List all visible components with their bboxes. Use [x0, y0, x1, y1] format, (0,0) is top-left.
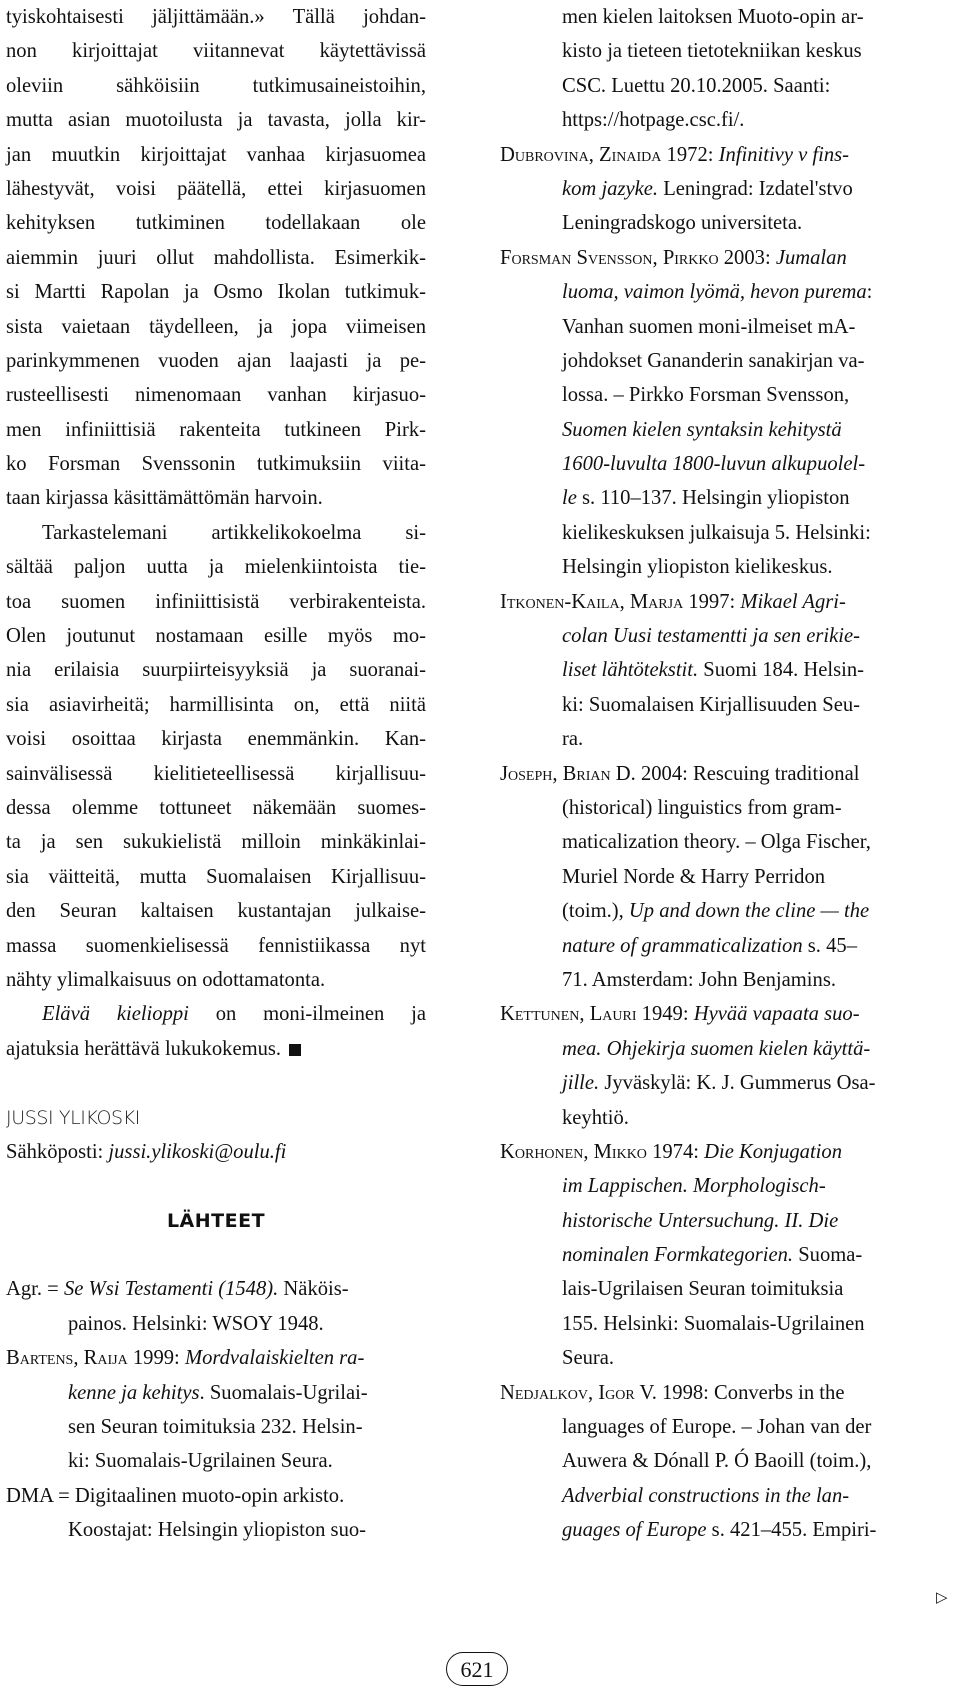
text-line: aiemmin juuri ollut mahdollista. Esimerkik-: [6, 246, 426, 269]
ref-year: 1997:: [683, 590, 741, 613]
text-fragment: on moni-ilmeinen ja: [188, 1003, 426, 1026]
ref-title: Die Konjugation: [704, 1140, 843, 1163]
text-line: si Martti Rapolan ja Osmo Ikolan tutkimuk-: [6, 281, 426, 304]
page-number: 621: [446, 1652, 508, 1686]
ref-line: [6, 1272, 426, 1306]
ref-author: Joseph, Brian: [500, 762, 611, 785]
ref-line: [500, 1513, 955, 1547]
ref-line: [500, 1135, 955, 1169]
ref-line: kielikeskuksen julkaisuja 5. Helsinki:: [562, 521, 871, 544]
ref-line: CSC. Luettu 20.10.2005. Saanti:: [562, 74, 831, 97]
ref-line: sen Seuran toimituksia 232. Helsin-: [68, 1416, 363, 1439]
ref-line: [500, 1376, 955, 1410]
ref-year: 1949:: [636, 1003, 694, 1026]
ref-line: Muriel Norde & Harry Perridon: [562, 865, 826, 888]
ref-line: [500, 997, 955, 1031]
reviewer-email-link[interactable]: jussi.ylikoski@oulu.fi: [108, 1140, 287, 1163]
ref-line: Helsingin yliopiston kielikeskus.: [562, 556, 833, 579]
text-fragment: ajatuksia herättävä lukukokemus.: [6, 1037, 282, 1060]
text-fragment: Suoma-: [793, 1244, 863, 1267]
ref-author: Nedjalkov, Igor: [500, 1381, 635, 1404]
ref-line: painos. Helsinki: WSOY 1948.: [68, 1312, 324, 1335]
ref-line: kisto ja tieteen tietotekniikan keskus: [562, 40, 862, 63]
text-line: ta ja sen sukukielistä milloin minkäkinlai-: [6, 831, 426, 854]
ref-title: nature of grammaticalization: [562, 934, 803, 957]
ref-line: lais-Ugrilaisen Seuran toimituksia: [562, 1278, 844, 1301]
text-line: taan kirjassa käsittämättömän harvoin.: [6, 487, 323, 510]
text-fragment: Leningrad: Izdatel'stvo: [658, 177, 853, 200]
ref-line: [500, 1204, 955, 1238]
ref-title: liset lähtötekstit.: [562, 659, 699, 682]
ref-line: keyhtiö.: [562, 1106, 629, 1129]
text-line: jan muutkin kirjoittajat vanhaa kirjasuomea: [6, 143, 426, 166]
ref-line: Koostajat: Helsingin yliopiston suo-: [68, 1519, 367, 1542]
text-line: sista vaietaan täydelleen, ja jopa viimeisen: [6, 315, 426, 338]
ref-title: Suomen kielen syntaksin kehitystä: [562, 418, 842, 441]
ref-line: 155. Helsinki: Suomalais-Ugrilainen: [562, 1312, 865, 1335]
text-fragment: Näköis-: [278, 1278, 349, 1301]
text-fragment: . Suomalais-Ugrilai-: [199, 1381, 368, 1404]
text-fragment: s. 110–137. Helsingin yliopiston: [576, 487, 850, 510]
continue-arrow-icon: ▷: [936, 1588, 948, 1606]
ref-line: [500, 929, 955, 963]
text-line: dessa olemme tottuneet näkemään suomes-: [6, 796, 426, 819]
ref-line: johdokset Gananderin sanakirjan va-: [562, 349, 865, 372]
ref-author: Korhonen, Mikko: [500, 1140, 647, 1163]
ref-line: Auwera & Dónall P. Ó Baoill (toim.),: [562, 1450, 872, 1473]
ref-line: ki: Suomalaisen Kirjallisuuden Seu-: [562, 693, 860, 716]
ref-year: 2003:: [718, 246, 776, 269]
ref-title: Se Wsi Testamenti (1548).: [63, 1278, 279, 1301]
ref-author: Forsman Svensson, Pirkko: [500, 246, 719, 269]
ref-title: colan Uusi testamentti ja sen erikie-: [562, 625, 860, 648]
text-line: tyiskohtaisesti jäljittämään.» Tällä johdan-: [6, 6, 426, 28]
ref-line: [500, 894, 955, 928]
text-line: sältää paljon uutta ja mielenkiintoista tie-: [6, 556, 426, 579]
text-line: ko Forsman Svenssonin tutkimuksiin viita-: [6, 453, 426, 476]
reference-itkonen-kaila: [500, 585, 955, 757]
text-line: nia erilaisia suurpiirteisyyksiä ja suoranai-: [6, 659, 426, 682]
ref-line: men kielen laitoksen Muoto-opin ar-: [562, 6, 864, 28]
text-line: Tarkastelemani artikkelikokoelma si-: [42, 521, 426, 544]
ref-line: ra.: [562, 728, 584, 751]
ref-line: lossa. – Pirkko Forsman Svensson,: [562, 384, 850, 407]
text-fragment: (toim.),: [562, 900, 629, 923]
ref-author: Kettunen, Lauri: [500, 1003, 637, 1026]
ref-title: Hyvää vapaata suo-: [693, 1003, 860, 1026]
ref-line: Seura.: [562, 1347, 615, 1370]
ref-title: Up and down the cline — the: [628, 900, 870, 923]
reference-joseph: [500, 757, 955, 998]
text-fragment: Suomi 184. Helsin-: [698, 659, 865, 682]
text-line: parinkymmenen vuoden ajan laajasti ja pe-: [6, 349, 426, 372]
reference-bartens: [6, 1341, 426, 1479]
ref-line: [500, 757, 955, 791]
ref-line: ki: Suomalais-Ugrilainen Seura.: [68, 1450, 333, 1473]
ref-line: [500, 447, 955, 481]
ref-year: 1974:: [646, 1140, 705, 1163]
text-line: oleviin sähköisiin tutkimusaineistoihin,: [6, 74, 426, 97]
ref-author: Itkonen-Kaila, Marja: [500, 590, 684, 613]
ref-line: languages of Europe. – Johan van der: [562, 1416, 872, 1439]
text-line: mutta asian muotoilusta ja tavasta, jolla kir-: [6, 109, 426, 132]
end-of-article-square-icon: [289, 1044, 301, 1056]
ref-title: nominalen Formkategorien.: [562, 1244, 794, 1267]
text-fragment: V. 1998: Converbs in the: [634, 1381, 845, 1404]
text-fragment: D. 2004: Rescuing traditional: [610, 762, 860, 785]
ref-title: luoma, vaimon lyömä, hevon purema: [562, 281, 867, 304]
ref-title: historische Untersuchung. II. Die: [562, 1209, 839, 1232]
text-line: men infiniittisiä rakenteita tutkineen Pirk-: [6, 418, 426, 441]
ref-line: [6, 1376, 426, 1410]
ref-line: DMA = Digitaalinen muoto-opin arkisto.: [6, 1484, 345, 1507]
text-line: sia väitteitä, mutta Suomalaisen Kirjallisuu-: [6, 865, 426, 888]
ref-line: [500, 1032, 955, 1066]
review-paragraph-1: [6, 0, 426, 516]
text-line: den Seuran kaltaisen kustantajan julkaise-: [6, 900, 426, 923]
text-line: non kirjoittajat viitannevat käytettävissä: [6, 40, 426, 63]
ref-title: le: [562, 487, 577, 510]
ref-line: [500, 585, 955, 619]
right-column: [500, 0, 955, 1548]
ref-line: [500, 653, 955, 687]
ref-title: Infinitivy v fins-: [718, 143, 850, 166]
ref-line: 71. Amsterdam: John Benjamins.: [562, 968, 836, 991]
ref-line: Vanhan suomen moni-ilmeiset mA-: [562, 315, 856, 338]
text-line: kehityksen tutkiminen todellakaan ole: [6, 212, 426, 235]
text-fragment: :: [866, 281, 873, 304]
text-line: [6, 1032, 426, 1066]
ref-year: 1972:: [661, 143, 719, 166]
ref-line: [500, 1238, 955, 1272]
text-line: sia asiavirheitä; harmillisinta on, että niitä: [6, 693, 426, 716]
ref-line: [500, 275, 955, 309]
ref-url: https://hotpage.csc.fi/.: [562, 109, 745, 132]
ref-line: [500, 619, 955, 653]
ref-abbr: Agr. =: [6, 1278, 64, 1301]
text-line: sainvälisessä kielitieteellisessä kirjallisuu-: [6, 762, 426, 785]
text-line: nähty ylimalkaisuus on odottamatonta.: [6, 968, 326, 991]
ref-title: kom jazyke.: [562, 177, 659, 200]
reviewer-name: JUSSI YLIKOSKI: [6, 1106, 140, 1129]
ref-line: [500, 172, 955, 206]
reference-agr: [6, 1272, 426, 1341]
reviewer-email-line: [6, 1135, 426, 1169]
ref-year: 1999:: [127, 1347, 185, 1370]
text-line: rusteellisesti nimenomaan vanhan kirjasuo-: [6, 384, 426, 407]
ref-line: [6, 1341, 426, 1375]
left-column: [6, 0, 426, 1548]
ref-line: [500, 481, 955, 515]
text-line: Olen joutunut nostamaan esille myös mo-: [6, 625, 426, 648]
email-label: Sähköposti:: [6, 1140, 109, 1163]
ref-title: kenne ja kehitys: [68, 1381, 200, 1404]
reference-dma: [6, 1479, 426, 1548]
ref-title: jille.: [562, 1072, 600, 1095]
ref-line: [500, 1479, 955, 1513]
text-fragment: s. 45–: [802, 934, 857, 957]
review-paragraph-2: [6, 516, 426, 997]
ref-line: (historical) linguistics from gram-: [562, 796, 842, 819]
reference-kettunen: [500, 997, 955, 1135]
reference-korhonen: [500, 1135, 955, 1376]
ref-line: [500, 138, 955, 172]
ref-title: mea. Ohjekirja suomen kielen käyttä-: [562, 1037, 871, 1060]
text-line: [6, 997, 426, 1031]
ref-title: guages of Europe: [562, 1519, 707, 1542]
ref-line: Leningradskogo universiteta.: [562, 212, 803, 235]
ref-line: [500, 1066, 955, 1100]
reference-dubrovina: [500, 138, 955, 241]
text-fragment: s. 421–455. Empiri-: [706, 1519, 877, 1542]
text-fragment: Jyväskylä: K. J. Gummerus Osa-: [599, 1072, 876, 1095]
ref-title: 1600-luvulta 1800-luvun alkupuolel-: [562, 453, 866, 476]
ref-title: Adverbial constructions in the lan-: [562, 1484, 850, 1507]
ref-title: Jumalan: [775, 246, 847, 269]
review-paragraph-3: [6, 997, 426, 1066]
ref-title: Mikael Agri-: [740, 590, 846, 613]
ref-author: Bartens, Raija: [6, 1347, 128, 1370]
ref-line: [500, 1169, 955, 1203]
ref-author: Dubrovina, Zinaida: [500, 143, 662, 166]
reference-nedjalkov: [500, 1376, 955, 1548]
ref-line: maticalization theory. – Olga Fischer,: [562, 831, 871, 854]
ref-line: [500, 241, 955, 275]
text-line: toa suomen infiniittisistä verbirakenteista.: [6, 590, 426, 613]
reference-dma-continued: [500, 0, 955, 138]
reference-forsman-svensson: [500, 241, 955, 585]
ref-line: [500, 413, 955, 447]
text-line: voisi osoittaa kirjasta enemmänkin. Kan-: [6, 728, 426, 751]
references-heading: LÄHTEET: [166, 1209, 266, 1232]
text-line: massa suomenkielisessä fennistiikassa nyt: [6, 934, 426, 957]
ref-title: Mordvalaiskielten ra-: [184, 1347, 365, 1370]
text-line: lähestyvät, voisi päätellä, ettei kirjasuomen: [6, 177, 426, 200]
book-title: Elävä kielioppi: [42, 1003, 189, 1026]
ref-title: im Lappischen. Morphologisch-: [562, 1175, 826, 1198]
